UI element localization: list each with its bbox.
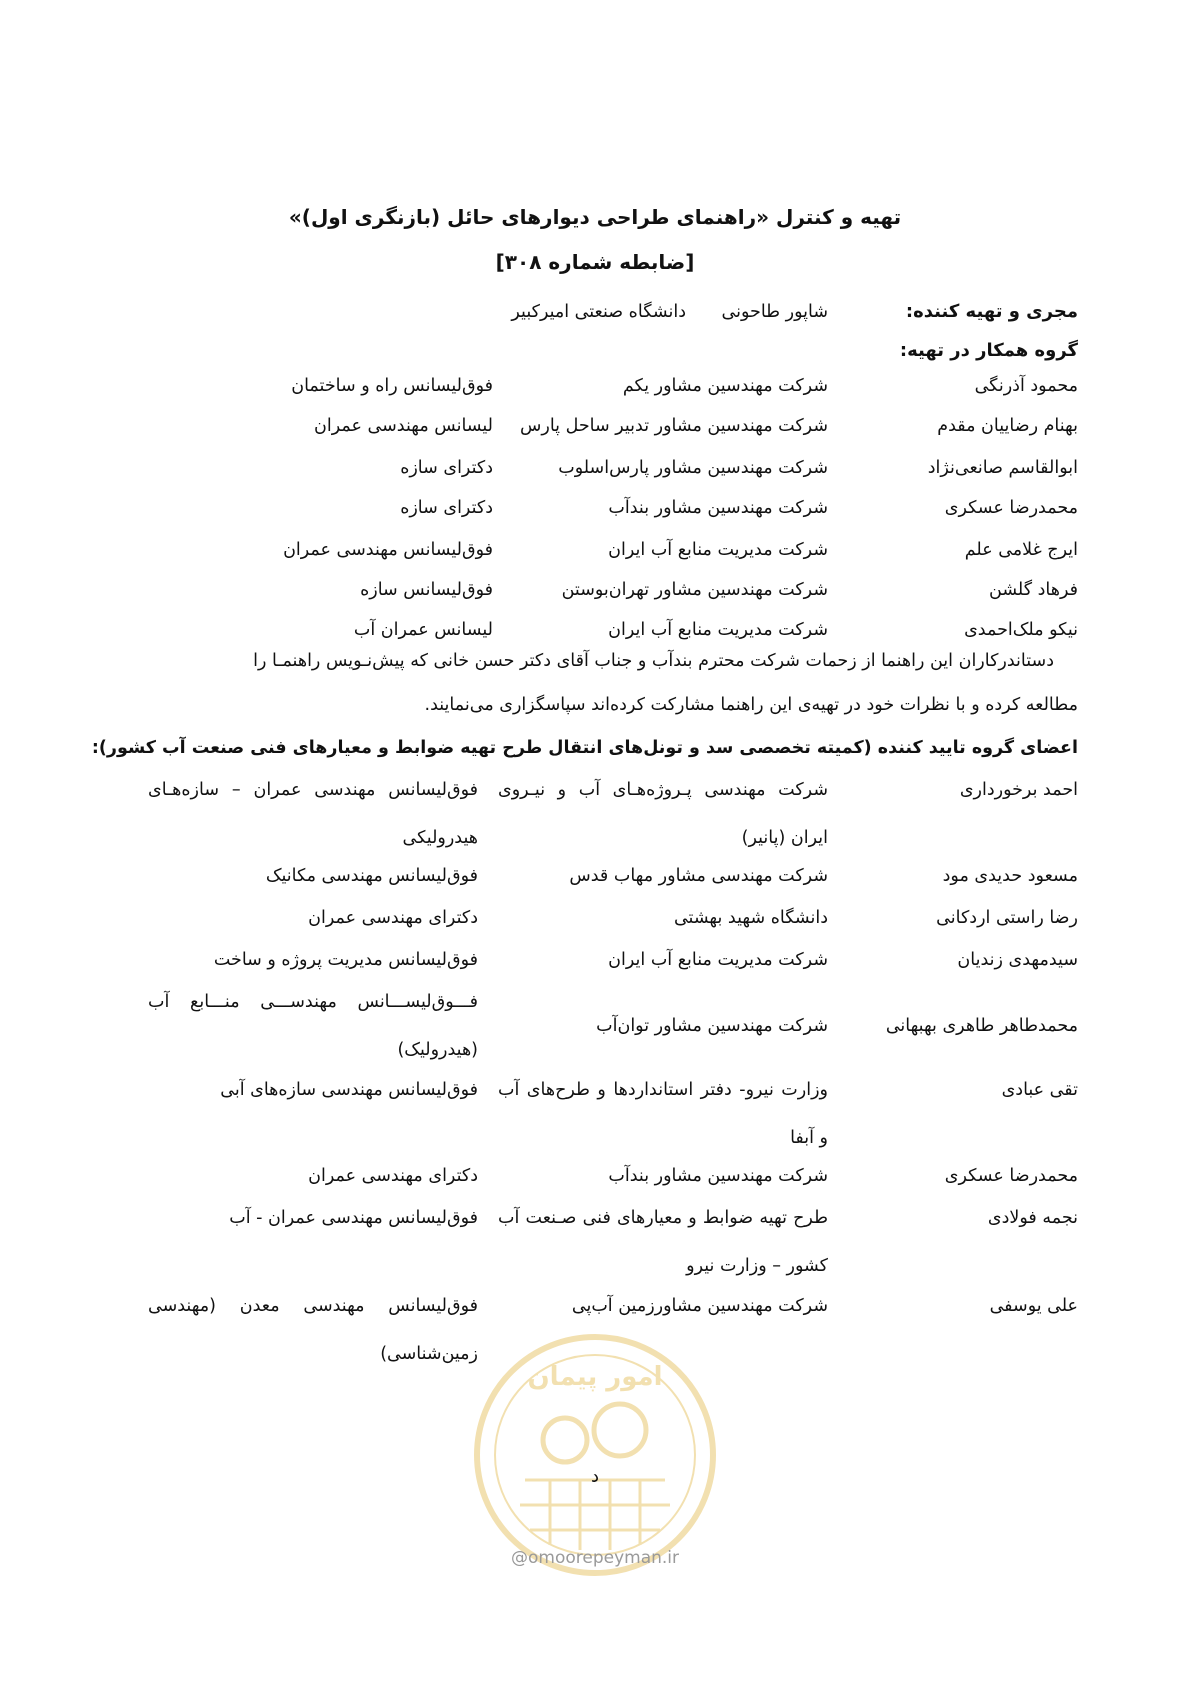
member-degree: فوق‌لیسانس راه و ساختمان — [291, 376, 493, 396]
standard-code: [ضابطه شماره ۳۰۸] — [495, 250, 695, 274]
approval-label: اعضای گروه تایید کننده (کمیته تخصصی سد و تونل‌های انتقال طرح تهیه ضوابط و معیارهای فنی صنعت آب کشور): — [91, 738, 1078, 758]
member-org: دانشگاه شهید بهشتی — [673, 908, 828, 928]
member-org: وزارت نیرو- دفتر استانداردها و طرح‌های آب و آبفا — [498, 1080, 828, 1148]
member-name: نیکو ملک‌احمدی — [964, 620, 1078, 640]
member-degree: فوق‌لیسانس مهندسی عمران — [283, 540, 493, 560]
member-degree: فوق‌لیسانس مدیریت پروژه و ساخت — [213, 950, 478, 970]
member-org: شرکت مدیریت منابع آب ایران — [608, 620, 828, 640]
member-org: شرکت مهندسین مشاور تدبیر ساحل پارس — [520, 416, 828, 436]
member-name: فرهاد گلشن — [989, 580, 1078, 600]
member-name: علی یوسفی — [989, 1296, 1078, 1316]
collab-row — [118, 402, 1078, 442]
thanks-line-2: مطالعه کرده و با نظرات خود در تهیه‌ی این راهنما مشارکت کرده‌اند سپاسگزاری می‌نمایند. — [424, 695, 1078, 715]
member-degree: دکترای مهندسی عمران — [308, 908, 478, 928]
approval-row — [118, 766, 1078, 862]
member-degree: فوق‌لیسانس سازه — [360, 580, 493, 600]
approval-row — [118, 936, 1078, 976]
member-degree: فوق‌لیسانس مهندسی مکانیک — [265, 866, 478, 886]
approval-row — [118, 894, 1078, 934]
member-org: شرکت مهندسی پـروژه‌هـای آب و نیـروی ایران (پانیر) — [498, 780, 828, 848]
member-degree: دکترای مهندسی عمران — [308, 1166, 478, 1186]
member-name: مسعود حدیدی مود — [942, 866, 1078, 886]
collab-row — [118, 444, 1078, 484]
thanks-line-1: دستاندرکاران این راهنما از زحمات شرکت محترم بندآب و جناب آقای دکتر حسن خانی که پیش‌نـویس راهنمـا را — [253, 651, 1054, 671]
approval-row — [118, 852, 1078, 892]
approval-row — [118, 1066, 1078, 1162]
member-degree: دکترای سازه — [400, 458, 493, 478]
executor-name: شاپور طاحونی — [721, 302, 828, 322]
member-degree: فوق‌لیسانس مهندسی سازه‌های آبی — [220, 1080, 478, 1100]
approval-row — [118, 1152, 1078, 1192]
member-org: شرکت مدیریت منابع آب ایران — [608, 950, 828, 970]
member-name: رضا راستی اردکانی — [936, 908, 1078, 928]
member-org: شرکت مهندسین مشاور یکم — [622, 376, 828, 396]
executor-org: دانشگاه صنعتی امیرکبیر — [511, 302, 686, 322]
member-org: شرکت مهندسین مشاور توان‌آب — [596, 1016, 828, 1036]
member-name: ابوالقاسم صانعی‌نژاد — [927, 458, 1078, 478]
approval-row — [118, 1194, 1078, 1290]
member-name: محمدرضا عسکری — [944, 498, 1078, 518]
member-degree: لیسانس عمران آب — [353, 620, 493, 640]
member-org: شرکت مهندسین مشاور تهران‌بوستن — [561, 580, 828, 600]
collab-row — [118, 362, 1078, 402]
executor-row — [118, 288, 1078, 328]
member-name: نجمه فولادی — [987, 1208, 1078, 1228]
watermark-text: امور پیمان — [527, 1362, 663, 1392]
watermark-seal-icon — [470, 1330, 720, 1580]
member-degree: فـــوق‌لیســـانس مهندســـی منـــابع آب (هیدرولیک) — [148, 992, 478, 1060]
member-degree: فوق‌لیسانس مهندسی عمران – سازه‌هـای هیدرولیکی — [148, 780, 478, 848]
approval-row — [118, 978, 1078, 1074]
page-number: د — [590, 1466, 599, 1487]
member-name: ایرج غلامی علم — [964, 540, 1078, 560]
collab-row — [118, 566, 1078, 606]
collab-row — [118, 526, 1078, 566]
member-org: شرکت مهندسی مشاور مهاب قدس — [569, 866, 828, 886]
executor-label: مجری و تهیه کننده: — [905, 301, 1078, 322]
member-org: طرح تهیه ضوابط و معیارهای فنی صـنعت آب کشور – وزارت نیرو — [498, 1208, 828, 1276]
member-name: محمدطاهر طاهری بهبهانی — [885, 1016, 1078, 1036]
member-degree: فوق‌لیسانس مهندسی عمران - آب — [229, 1208, 478, 1228]
member-org: شرکت مدیریت منابع آب ایران — [608, 540, 828, 560]
member-org: شرکت مهندسین مشاور بندآب — [608, 498, 828, 518]
member-org: شرکت مهندسین مشاور بندآب — [608, 1166, 828, 1186]
collab-row — [118, 606, 1078, 646]
member-name: محمدرضا عسکری — [944, 1166, 1078, 1186]
member-degree: دکترای سازه — [400, 498, 493, 518]
collab-label: گروه همکار در تهیه: — [899, 340, 1078, 361]
footer-website: @omoorepeyman.ir — [510, 1548, 680, 1568]
member-name: احمد برخورداری — [959, 780, 1078, 800]
member-org: شرکت مهندسین مشاورزمین آب‌پی — [571, 1296, 828, 1316]
member-degree: لیسانس مهندسی عمران — [314, 416, 493, 436]
member-name: سیدمهدی زندیان — [957, 950, 1078, 970]
member-name: محمود آذرنگی — [974, 376, 1078, 396]
collab-row — [118, 484, 1078, 524]
member-name: بهنام رضاییان مقدم — [937, 416, 1078, 436]
document-title: تهیه و کنترل «راهنمای طراحی دیوارهای حائل (بازنگری اول)» — [288, 205, 902, 229]
member-org: شرکت مهندسین مشاور پارس‌اسلوب — [558, 458, 828, 478]
member-name: تقی عبادی — [1001, 1080, 1078, 1100]
member-degree: فوق‌لیسانس مهندسی معدن (مهندسی زمین‌شناسی) — [148, 1296, 478, 1364]
